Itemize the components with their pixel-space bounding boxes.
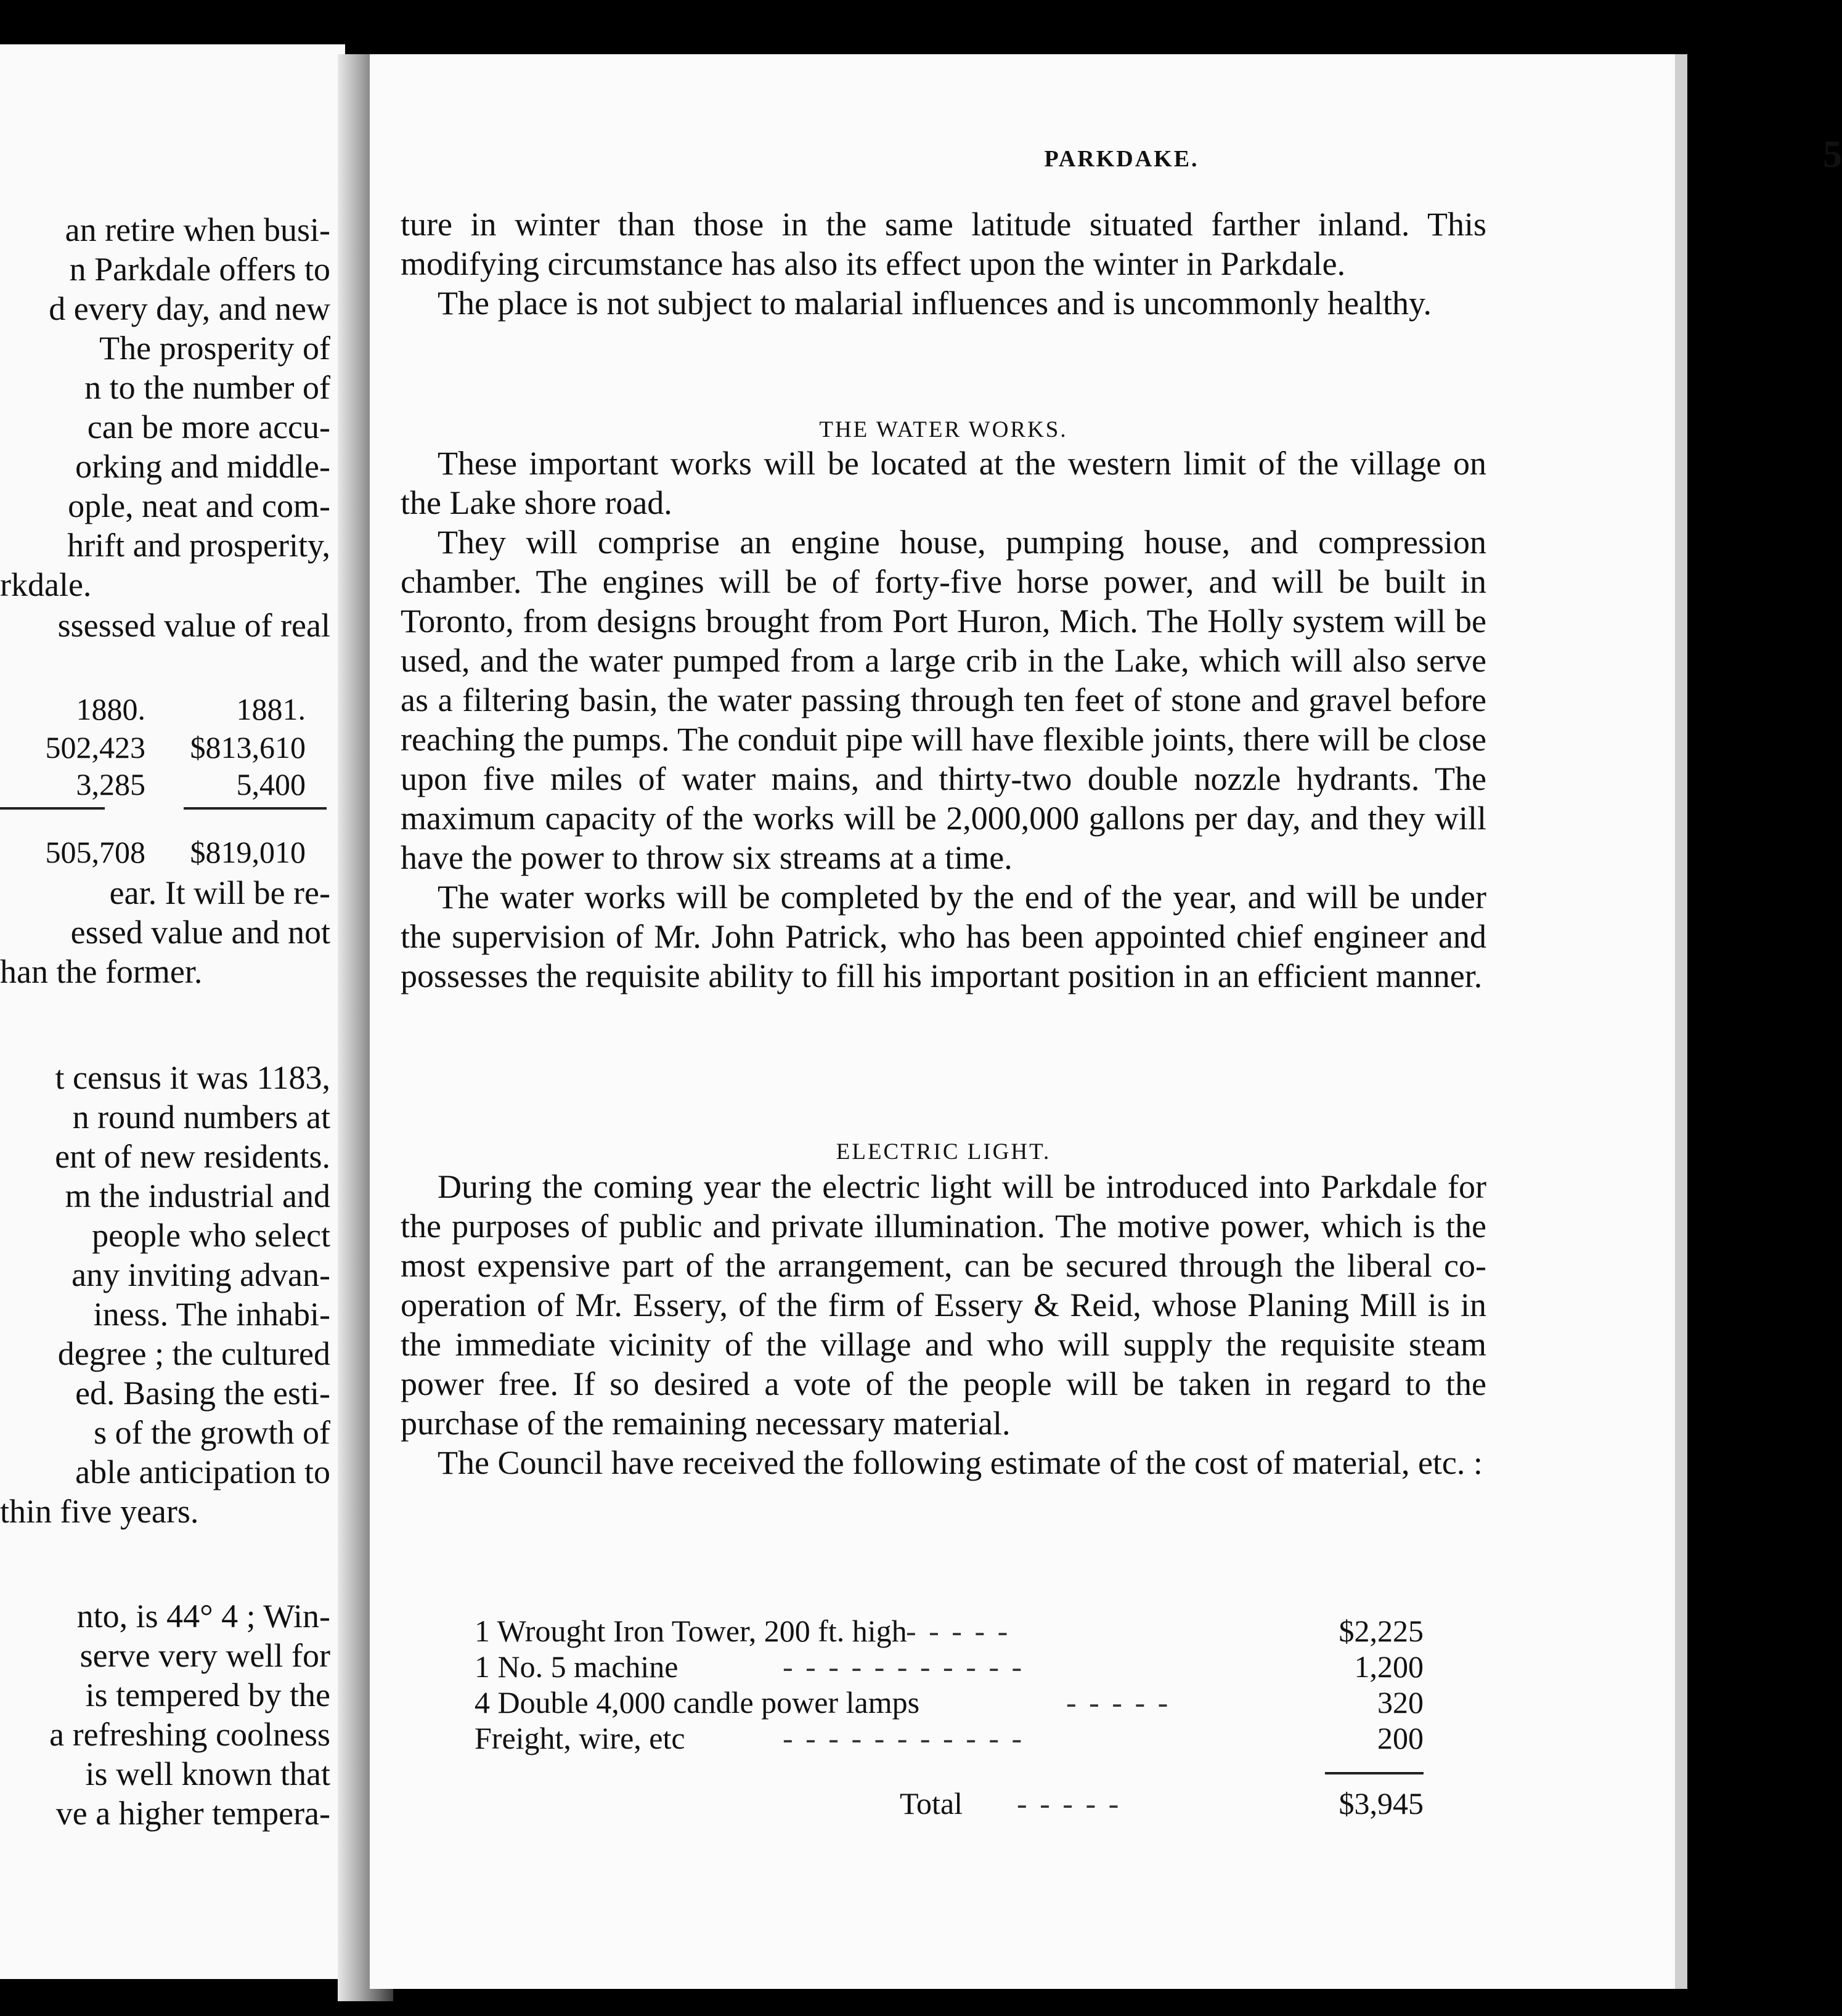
left-text-line: any inviting advan- xyxy=(71,1256,330,1293)
sum-rule xyxy=(0,807,105,810)
left-text-line: d every day, and new xyxy=(49,290,330,327)
total-label: Total xyxy=(900,1786,963,1821)
left-text-line: n to the number of xyxy=(84,369,330,406)
left-facing-page xyxy=(0,44,345,1979)
left-text-line: thin five years. xyxy=(0,1493,199,1530)
table-total: $819,010 xyxy=(190,835,306,869)
left-text-line: nto, is 44° 4 ; Win- xyxy=(76,1598,330,1635)
paragraph: The place is not subject to malarial influences and is uncommonly healthy. xyxy=(438,285,1432,322)
estimate-row xyxy=(475,1649,1424,1685)
left-text-line: iness. The inhabi- xyxy=(93,1296,330,1333)
paragraph: The Council have received the following estimate of the cost of material, etc. : xyxy=(438,1444,1483,1481)
estimate-row xyxy=(475,1720,1424,1756)
water-works-text xyxy=(401,444,1486,996)
left-text-line: n round numbers at xyxy=(72,1099,330,1136)
left-text-line: is well known that xyxy=(85,1755,330,1792)
section-heading-electric-light: ELECTRIC LIGHT. xyxy=(836,1139,1051,1164)
table-total: 505,708 xyxy=(45,835,145,869)
table-cell: 5,400 xyxy=(236,767,306,802)
left-text-line: serve very well for xyxy=(79,1637,330,1674)
estimate-total-row xyxy=(475,1786,1424,1821)
section-heading-water-works: THE WATER WORKS. xyxy=(819,417,1068,442)
left-text-line: The prosperity of xyxy=(99,330,330,367)
left-text-line: is tempered by the xyxy=(85,1677,330,1713)
paragraph: They will comprise an engine house, pumping house, and compression chamber. The engines will be of forty-five horse power, and will be built in Toronto, from designs brought from Port Huron, Mich. The Holly system will be used, and the water pumped from a large crib in the Lake, which will also serve as a filtering basin, the water passing through ten feet of stone and gravel before reaching the pumps. The conduit pipe will have flexible joints, there will be close upon five miles of water mains, and thirty-two double nozzle hydrants. The maximum capacity of the works will be 2,000,000 gallons per day, and they will have the power to throw six streams at a time. xyxy=(401,524,1486,876)
sum-rule xyxy=(1325,1772,1424,1774)
left-text-line: ve a higher tempera- xyxy=(55,1795,330,1832)
estimate-row xyxy=(475,1685,1424,1720)
left-text-line: hrift and prosperity, xyxy=(67,527,330,564)
paragraph: The water works will be completed by the end of the year, and will be under the supervision of Mr. John Patrick, who has been appointed chief engineer and possesses the requisite ability to fill his important position in an efficient manner. xyxy=(401,879,1486,994)
left-text-line: an retire when busi- xyxy=(65,211,330,248)
left-text-line: ent of new residents. xyxy=(55,1138,330,1175)
running-head: PARKDAKE. xyxy=(1044,146,1199,172)
table-cell: 502,423 xyxy=(45,730,145,765)
estimate-item: Freight, wire, etc xyxy=(475,1721,685,1755)
left-text-line: ssessed value of real xyxy=(57,607,330,644)
estimate-amount: 200 xyxy=(1377,1721,1424,1755)
estimate-amount: $2,225 xyxy=(1339,1614,1424,1648)
paragraph: These important works will be located at the western limit of the village on the Lake shore road. xyxy=(401,445,1486,521)
electric-light-text xyxy=(401,1167,1486,1482)
estimate-amount: 1,200 xyxy=(1354,1649,1424,1684)
leader-dots: - - - - - - - - - - - xyxy=(783,1649,1025,1684)
right-page xyxy=(370,54,1842,1989)
left-text-line: rkdale. xyxy=(0,566,92,603)
page-number: 5 xyxy=(1823,134,1842,176)
paragraph: During the coming year the electric light will be introduced into Parkdale for the purposes of public and private illumination. The motive power, which is the most expensive part of the arrangement, can be secured through the liberal co-operation of Mr. Essery, of the firm of Essery & Reid, whose Planing Mill is in the immediate vicinity of the village and who will supply the requisite steam power free. If so desired a vote of the people will be taken in regard to the purchase of the remaining necessary material. xyxy=(401,1168,1486,1442)
sum-rule xyxy=(184,807,327,810)
left-text-line: degree ; the cultured xyxy=(57,1335,330,1372)
left-text-line: a refreshing coolness xyxy=(49,1716,330,1753)
left-text-line: m the industrial and xyxy=(65,1177,330,1214)
left-text-line: s of the growth of xyxy=(94,1414,330,1451)
left-text-line: ople, neat and com- xyxy=(68,487,330,524)
leader-dots: - - - - - - - - - - - xyxy=(783,1721,1025,1755)
paragraph: ture in winter than those in the same latitude situated farther inland. This modifying circumstance has also its effect upon the winter in Parkdale. xyxy=(401,206,1486,282)
left-text-line: can be more accu- xyxy=(87,408,330,445)
left-text-line: n Parkdale offers to xyxy=(69,251,330,288)
estimate-item: 1 Wrought Iron Tower, 200 ft. high xyxy=(475,1614,907,1648)
intro-text xyxy=(401,205,1486,323)
estimate-row xyxy=(475,1613,1424,1649)
left-text-line: t census it was 1183, xyxy=(55,1059,330,1096)
leader-dots: - - - - - xyxy=(906,1614,1011,1648)
left-text-line: people who select xyxy=(92,1217,330,1254)
estimate-item: 1 No. 5 machine xyxy=(475,1649,679,1684)
left-text-line: essed value and not xyxy=(70,914,330,951)
estimate-amount: 320 xyxy=(1377,1685,1424,1720)
left-text-line: ed. Basing the esti- xyxy=(75,1375,330,1412)
table-cell: $813,610 xyxy=(190,730,306,765)
left-text-line: able anticipation to xyxy=(75,1453,330,1490)
left-text-line: han the former. xyxy=(0,953,203,990)
left-text-line: orking and middle- xyxy=(75,448,330,485)
left-text-line: ear. It will be re- xyxy=(109,874,330,911)
estimate-item: 4 Double 4,000 candle power lamps xyxy=(475,1685,920,1720)
leader-dots: - - - - - xyxy=(1066,1685,1171,1720)
table-cell: 3,285 xyxy=(76,767,145,802)
total-amount: $3,945 xyxy=(1339,1786,1424,1821)
table-header: 1881. xyxy=(236,692,306,726)
leader-dots: - - - - - xyxy=(1017,1786,1122,1821)
table-header: 1880. xyxy=(76,692,145,726)
